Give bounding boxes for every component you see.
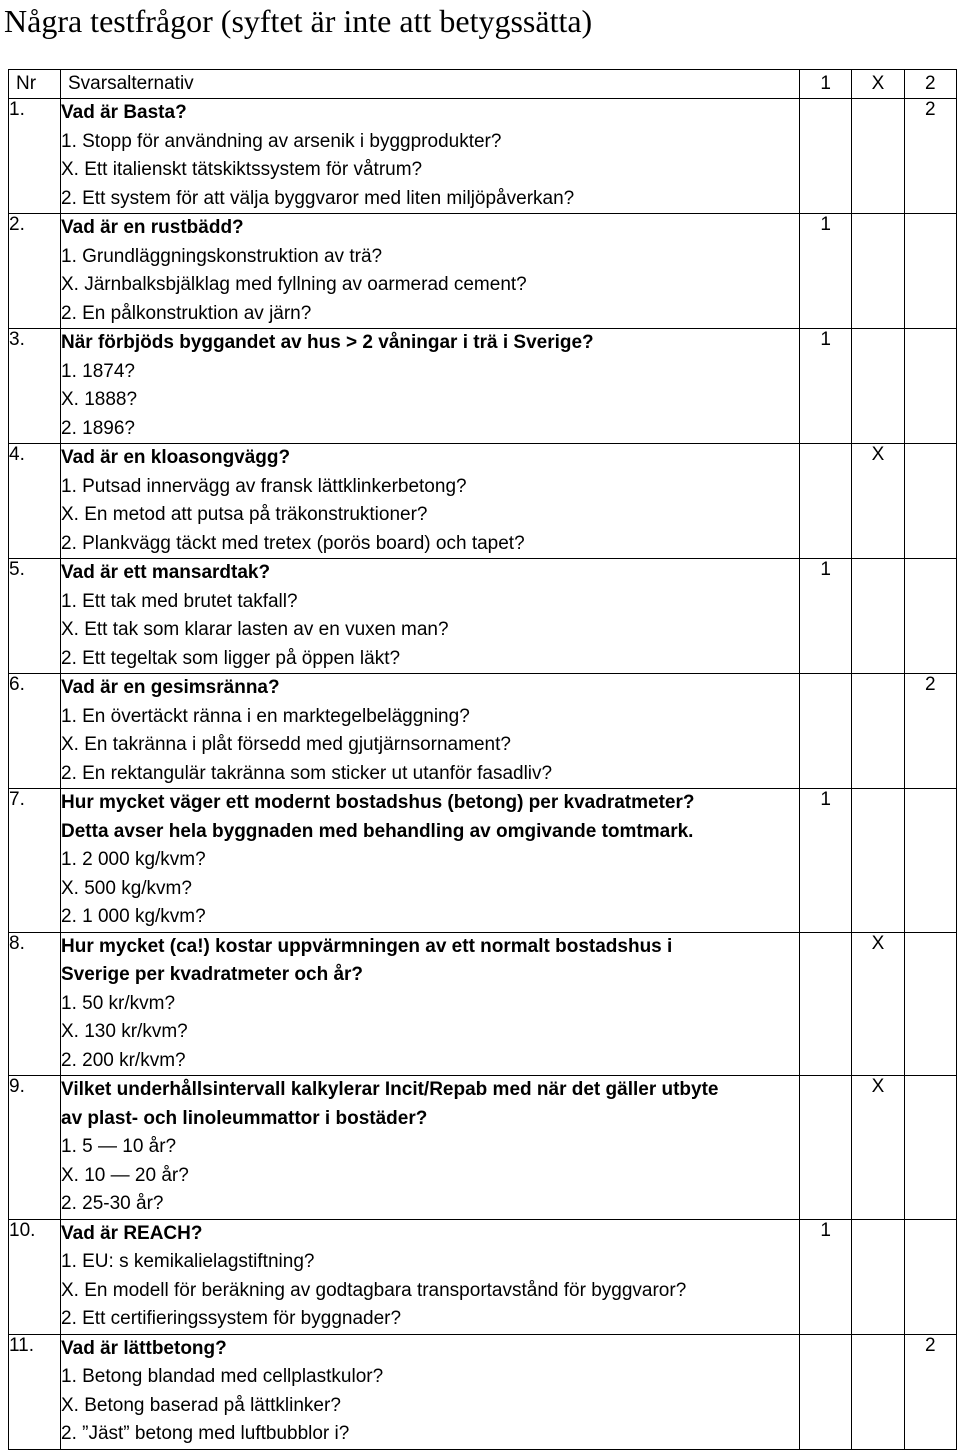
correct-answer: X [871,444,885,465]
answer-option: 1. 50 kr/kvm? [61,992,176,1014]
answer-option: 2. 25-30 år? [61,1193,164,1214]
question-text: Detta avser hela byggnaden med behandling av omgivande tomtmark. [61,820,694,842]
correct-answer: 1 [820,559,831,580]
answer-option: 1. EU: s kemikalielagstiftning? [61,1251,315,1272]
correct-answer: 1 [820,329,831,350]
question-row [9,789,957,933]
answer-option: 1. 2 000 kg/kvm? [61,849,206,870]
question-number: 6. [9,674,61,789]
question-number: 2. [9,214,61,329]
answer-option: X. 1888? [61,389,138,410]
correct-answer: 1 [820,1219,831,1241]
question-row [9,1219,957,1334]
answer-option: X. 10 — 20 år? [61,1164,189,1186]
question-number: 1. [9,99,61,214]
answer-cell-1 [800,789,852,933]
correct-answer: 2 [925,99,936,120]
answer-cell-1 [800,214,852,329]
answer-cell-1 [800,932,852,1076]
question-cell [61,1334,800,1449]
question-text: Vad är en rustbädd? [61,217,244,238]
answer-option: X. Ett tak som klarar lasten av en vuxen man? [61,619,449,640]
header-answer-1: 1 [800,70,852,99]
question-row [9,1076,957,1220]
question-text: När förbjöds byggandet av hus > 2 våningar i trä i Sverige? [61,332,594,353]
header-row [9,70,957,99]
answer-cell-1 [800,1076,852,1220]
question-row [9,214,957,329]
answer-cell-x [852,932,904,1076]
answer-option: 1. Ett tak med brutet takfall? [61,590,298,612]
question-number: 3. [9,329,61,444]
answer-option: 2. 1896? [61,417,135,439]
question-text: Vad är Basta? [61,102,187,123]
answer-option: 2. 1 000 kg/kvm? [61,906,206,927]
answer-cell-2 [904,329,956,444]
answer-option: 1. 1874? [61,360,135,382]
answer-option: X. Betong baserad på lättklinker? [61,1394,341,1416]
question-number: 8. [9,932,61,1076]
answer-option: X. En takränna i plåt försedd med gjutjärnsornament? [61,734,511,755]
question-number: 9. [9,1076,61,1220]
answer-cell-2 [904,1334,956,1449]
answer-cell-2 [904,444,956,559]
question-text: Vad är en gesimsränna? [61,677,280,698]
answer-cell-x [852,1334,904,1449]
header-answer-2: 2 [904,70,956,99]
question-text: Hur mycket (ca!) kostar uppvärmningen av ett normalt bostadshus i [61,935,673,957]
answer-option: 2. 200 kr/kvm? [61,1049,186,1071]
page-title: Några testfrågor (syftet är inte att betygssätta) [4,3,593,39]
correct-answer: 1 [820,214,831,235]
question-cell [61,329,800,444]
answer-cell-2 [904,932,956,1076]
answer-option: 2. En rektangulär takränna som sticker ut utanför fasadliv? [61,762,553,784]
answer-option: 1. En övertäckt ränna i en marktegelbeläggning? [61,705,470,727]
answer-option: X. 500 kg/kvm? [61,877,192,899]
question-cell [61,99,800,214]
answer-option: 2. Plankvägg täckt med tretex (porös board) och tapet? [61,532,525,554]
header-question: Svarsalternativ [61,70,800,99]
answer-option: 2. Ett system för att välja byggvaror med liten miljöpåverkan? [61,187,575,209]
answer-cell-1 [800,1334,852,1449]
header-answer-x: X [852,70,904,99]
answer-cell-1 [800,99,852,214]
correct-answer: 1 [820,789,831,810]
answer-option: 2. Ett tegeltak som ligger på öppen läkt? [61,647,401,669]
answer-option: X. Järnbalksbjälklag med fyllning av oarmerad cement? [61,274,527,295]
question-row [9,932,957,1076]
question-text: Vad är REACH? [61,1222,203,1244]
answer-cell-1 [800,559,852,674]
answer-cell-x [852,559,904,674]
question-number: 5. [9,559,61,674]
question-number: 4. [9,444,61,559]
answer-cell-1 [800,674,852,789]
question-row [9,99,957,214]
answer-cell-2 [904,214,956,329]
question-cell [61,1219,800,1334]
answer-cell-1 [800,444,852,559]
question-text: Vad är lättbetong? [61,1337,227,1359]
answer-cell-x [852,214,904,329]
correct-answer: 2 [925,1334,936,1356]
question-cell [61,559,800,674]
answer-cell-x [852,1219,904,1334]
question-text: Hur mycket väger ett modernt bostadshus (betong) per kvadratmeter? [61,792,695,813]
answer-cell-x [852,674,904,789]
question-text: Sverige per kvadratmeter och år? [61,964,364,985]
question-row [9,1334,957,1449]
correct-answer: X [871,1076,885,1097]
answer-cell-x [852,99,904,214]
correct-answer: 2 [925,674,936,695]
answer-option: 2. Ett certifieringssystem för byggnader? [61,1308,402,1329]
answer-option: 2. ”Jäst” betong med luftbubblor i? [61,1423,350,1444]
question-number: 11. [9,1334,61,1449]
question-text: Vad är en kloasongvägg? [61,447,291,468]
question-text: Vad är ett mansardtak? [61,562,271,583]
question-cell [61,444,800,559]
answer-option: 1. Betong blandad med cellplastkulor? [61,1366,384,1387]
question-cell [61,214,800,329]
answer-cell-2 [904,1219,956,1334]
answer-option: 1. Stopp för användning av arsenik i byggprodukter? [61,130,502,152]
question-cell [61,674,800,789]
question-row [9,674,957,789]
answer-option: X. Ett italienskt tätskiktssystem för våtrum? [61,159,423,180]
question-text: Vilket underhållsintervall kalkylerar Incit/Repab med när det gäller utbyte [61,1079,719,1100]
quiz-body [9,99,957,1450]
header-nr: Nr [9,70,61,99]
quiz-table [8,69,957,1450]
answer-cell-2 [904,789,956,933]
answer-cell-x [852,789,904,933]
question-number: 7. [9,789,61,933]
question-cell [61,932,800,1076]
question-number: 10. [9,1219,61,1334]
answer-option: X. 130 kr/kvm? [61,1021,188,1042]
question-cell [61,1076,800,1220]
answer-cell-2 [904,559,956,674]
answer-cell-x [852,329,904,444]
question-text: av plast- och linoleummattor i bostäder? [61,1107,428,1129]
answer-cell-x [852,444,904,559]
answer-cell-2 [904,674,956,789]
answer-option: X. En metod att putsa på träkonstruktioner? [61,504,428,525]
question-row [9,329,957,444]
question-row [9,559,957,674]
answer-cell-x [852,1076,904,1220]
question-cell [61,789,800,933]
answer-cell-1 [800,1219,852,1334]
answer-cell-2 [904,99,956,214]
answer-option: 1. Grundläggningskonstruktion av trä? [61,245,383,267]
answer-cell-2 [904,1076,956,1220]
question-row [9,444,957,559]
answer-option: 1. Putsad innervägg av fransk lättklinkerbetong? [61,475,467,497]
answer-option: X. En modell för beräkning av godtagbara transportavstånd för byggvaror? [61,1279,687,1301]
correct-answer: X [871,932,885,954]
answer-option: 2. En pålkonstruktion av järn? [61,302,312,324]
answer-option: 1. 5 — 10 år? [61,1136,177,1157]
answer-cell-1 [800,329,852,444]
